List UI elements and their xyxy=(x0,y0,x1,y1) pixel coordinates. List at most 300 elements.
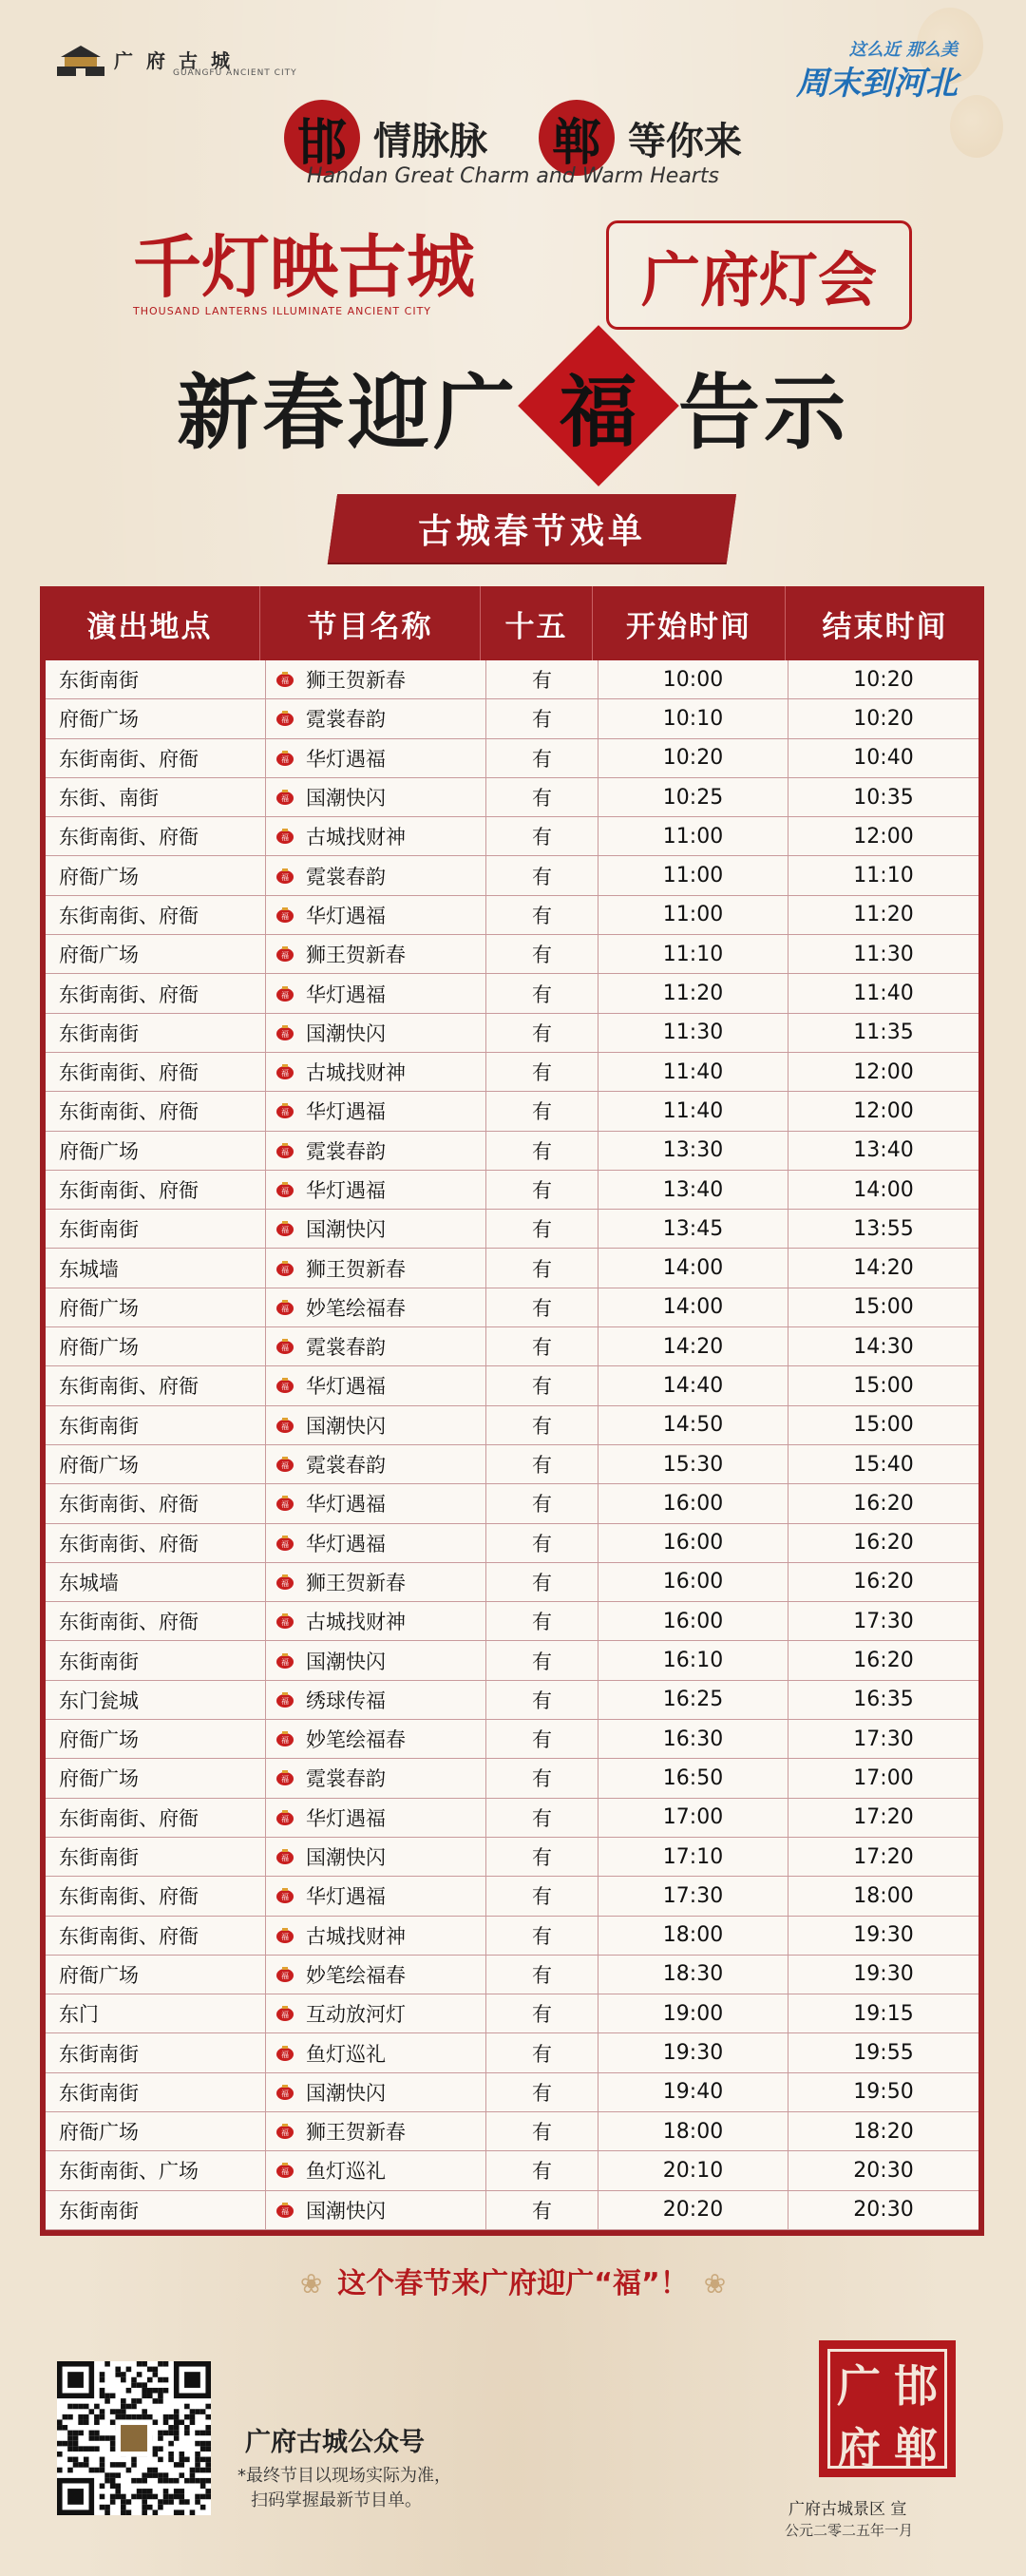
location-cell: 东街南街 xyxy=(46,1838,266,1876)
table-header xyxy=(40,586,984,660)
red-seal-stamp xyxy=(819,2340,956,2477)
lantern-icon xyxy=(276,1417,294,1434)
program-name: 华灯遇福 xyxy=(306,1532,386,1555)
seal-char: 广 xyxy=(837,2360,881,2412)
event-name: 广府灯会 xyxy=(606,220,912,330)
seal-char: 邯 xyxy=(894,2360,938,2412)
location-cell: 府衙广场 xyxy=(46,935,266,973)
location-cell: 东街南街、府衙 xyxy=(46,1917,266,1955)
issue-date: 公元二零二五年一月 xyxy=(785,2522,914,2539)
table-row xyxy=(46,2112,978,2151)
lantern-icon xyxy=(276,2202,294,2219)
start-time-cell: 17:30 xyxy=(598,1877,788,1915)
fifteenth-cell: 有 xyxy=(486,1838,598,1876)
svg-text:福: 福 xyxy=(281,1814,289,1823)
end-time-cell: 10:20 xyxy=(853,667,914,692)
fifteenth-cell: 有 xyxy=(486,739,598,777)
program-name: 国潮快闪 xyxy=(306,1650,386,1673)
location-cell: 东街南街、府衙 xyxy=(46,739,266,777)
program-name: 国潮快闪 xyxy=(306,1218,386,1242)
program-name: 霓裳春韵 xyxy=(306,1454,386,1478)
svg-text:福: 福 xyxy=(281,1775,289,1784)
location-cell: 东门 xyxy=(46,1994,266,2032)
location-cell: 东街南街 xyxy=(46,2033,266,2071)
svg-text:福: 福 xyxy=(281,2089,289,2098)
program-cell xyxy=(266,856,486,894)
hebei-tourism-logo xyxy=(796,36,958,104)
start-time-cell: 16:10 xyxy=(598,1641,788,1679)
table-row xyxy=(46,778,978,817)
fifteenth-cell: 有 xyxy=(486,856,598,894)
program-name: 华灯遇福 xyxy=(306,904,386,927)
start-time-cell: 20:10 xyxy=(598,2151,788,2189)
program-cell xyxy=(266,1092,486,1130)
lantern-icon xyxy=(276,2084,294,2101)
svg-text:福: 福 xyxy=(281,1539,289,1549)
svg-text:福: 福 xyxy=(281,1500,289,1510)
end-time-cell: 10:20 xyxy=(853,706,914,731)
lantern-icon xyxy=(276,1652,294,1670)
table-row xyxy=(46,2033,978,2072)
start-time-cell: 14:40 xyxy=(598,1366,788,1404)
end-time-cell: 17:20 xyxy=(853,1844,914,1869)
start-time-cell: 16:00 xyxy=(598,1563,788,1601)
table-row xyxy=(46,1014,978,1053)
fifteenth-cell: 有 xyxy=(486,2033,598,2071)
hebei-tagline: 这么近 那么美 xyxy=(848,40,958,60)
program-cell xyxy=(266,1210,486,1248)
program-name: 古城找财神 xyxy=(306,1611,406,1634)
svg-text:福: 福 xyxy=(281,1893,289,1902)
fifteenth-cell: 有 xyxy=(486,896,598,934)
program-cell xyxy=(266,1484,486,1522)
program-cell xyxy=(266,1524,486,1562)
table-row xyxy=(46,935,978,974)
lantern-icon xyxy=(276,1927,294,1944)
program-name: 绣球传福 xyxy=(306,1689,386,1712)
end-time-cell: 15:00 xyxy=(853,1295,914,1320)
end-time-cell: 10:35 xyxy=(853,785,914,810)
end-time-cell: 15:00 xyxy=(853,1413,914,1438)
program-name: 华灯遇福 xyxy=(306,1493,386,1517)
program-cell xyxy=(266,1563,486,1601)
start-time-cell: 13:40 xyxy=(598,1171,788,1209)
table-row xyxy=(46,2191,978,2230)
program-name: 霓裳春韵 xyxy=(306,708,386,732)
table-body xyxy=(46,660,978,2230)
location-cell: 东街南街 xyxy=(46,1210,266,1248)
start-time-cell: 13:45 xyxy=(598,1210,788,1248)
start-time-cell: 10:20 xyxy=(598,739,788,777)
table-row xyxy=(46,1132,978,1171)
svg-text:福: 福 xyxy=(281,1657,289,1667)
location-cell: 府衙广场 xyxy=(46,1327,266,1365)
program-cell xyxy=(266,660,486,698)
svg-text:福: 福 xyxy=(281,990,289,1000)
program-cell xyxy=(266,935,486,973)
program-name: 鱼灯巡礼 xyxy=(306,2160,386,2184)
location-cell: 东街南街、府衙 xyxy=(46,1602,266,1640)
svg-text:福: 福 xyxy=(281,2206,289,2216)
lantern-icon xyxy=(276,1612,294,1630)
fifteenth-cell: 有 xyxy=(486,1877,598,1915)
program-cell xyxy=(266,1838,486,1876)
header-start-time: 开始时间 xyxy=(593,586,786,660)
lantern-icon xyxy=(276,985,294,1002)
fifteenth-cell: 有 xyxy=(486,1053,598,1091)
svg-text:福: 福 xyxy=(281,1147,289,1156)
fifteenth-cell: 有 xyxy=(486,1759,598,1797)
lantern-icon xyxy=(276,1142,294,1159)
lantern-icon xyxy=(276,2123,294,2140)
start-time-cell: 10:25 xyxy=(598,778,788,816)
start-time-cell: 15:30 xyxy=(598,1445,788,1483)
table-row xyxy=(46,1681,978,1720)
end-time-cell: 19:15 xyxy=(853,2001,914,2026)
program-name: 霓裳春韵 xyxy=(306,1336,386,1360)
event-title-english: THOUSAND LANTERNS ILLUMINATE ANCIENT CITY xyxy=(133,305,432,317)
lantern-icon xyxy=(276,828,294,845)
start-time-cell: 18:30 xyxy=(598,1956,788,1994)
start-time-cell: 18:00 xyxy=(598,2112,788,2150)
table-row xyxy=(46,1484,978,1523)
end-time-cell: 16:20 xyxy=(853,1649,914,1673)
start-time-cell: 18:00 xyxy=(598,1917,788,1955)
table-row xyxy=(46,1092,978,1131)
fifteenth-cell: 有 xyxy=(486,974,598,1012)
start-time-cell: 16:25 xyxy=(598,1681,788,1719)
location-cell: 东城墙 xyxy=(46,1563,266,1601)
start-time-cell: 11:00 xyxy=(598,896,788,934)
location-cell: 东街南街、府衙 xyxy=(46,1877,266,1915)
slogan-text-1: 情脉脉 xyxy=(373,119,487,163)
lantern-icon xyxy=(276,2045,294,2062)
svg-text:福: 福 xyxy=(281,833,289,843)
program-name: 华灯遇福 xyxy=(306,1179,386,1202)
lantern-icon xyxy=(276,1535,294,1552)
table-row xyxy=(46,1288,978,1327)
svg-text:福: 福 xyxy=(281,1932,289,1941)
program-cell xyxy=(266,1171,486,1209)
start-time-cell: 11:00 xyxy=(598,817,788,855)
event-title: 千灯映古城 xyxy=(133,226,476,307)
end-time-cell: 14:30 xyxy=(853,1334,914,1359)
cloud-ornament-icon: ❀ xyxy=(299,2268,323,2299)
end-time-cell: 20:30 xyxy=(853,2158,914,2183)
end-time-cell: 17:30 xyxy=(853,1727,914,1751)
table-row xyxy=(46,1917,978,1956)
program-name: 狮王贺新春 xyxy=(306,1571,406,1594)
program-cell xyxy=(266,1288,486,1326)
svg-text:福: 福 xyxy=(281,677,289,686)
program-name: 古城找财神 xyxy=(306,826,406,849)
program-name: 华灯遇福 xyxy=(306,1885,386,1909)
location-cell: 东街南街、府衙 xyxy=(46,1799,266,1837)
lantern-icon xyxy=(276,906,294,924)
location-cell: 东街南街、府衙 xyxy=(46,1484,266,1522)
location-cell: 东街南街 xyxy=(46,1014,266,1052)
note-line-1: *最终节目以现场实际为准， xyxy=(238,2466,451,2486)
end-time-cell: 15:00 xyxy=(853,1373,914,1398)
end-time-cell: 18:00 xyxy=(853,1883,914,1908)
program-name: 国潮快闪 xyxy=(306,1021,386,1045)
table-row xyxy=(46,1759,978,1798)
start-time-cell: 14:00 xyxy=(598,1249,788,1287)
fifteenth-cell: 有 xyxy=(486,1641,598,1679)
fifteenth-cell: 有 xyxy=(486,778,598,816)
start-time-cell: 16:50 xyxy=(598,1759,788,1797)
table-row xyxy=(46,974,978,1013)
issuer: 广府古城景区 宣 xyxy=(788,2500,907,2519)
program-cell xyxy=(266,2073,486,2111)
location-cell: 府衙广场 xyxy=(46,1720,266,1758)
end-time-cell: 13:40 xyxy=(853,1138,914,1163)
start-time-cell: 19:40 xyxy=(598,2073,788,2111)
table-row xyxy=(46,2151,978,2190)
program-name: 古城找财神 xyxy=(306,1061,406,1085)
program-cell xyxy=(266,1917,486,1955)
program-cell xyxy=(266,2151,486,2189)
schedule-note xyxy=(238,2464,451,2513)
svg-text:福: 福 xyxy=(281,951,289,961)
lantern-icon xyxy=(276,1338,294,1355)
location-cell: 府衙广场 xyxy=(46,1759,266,1797)
svg-text:福: 福 xyxy=(281,1971,289,1980)
end-time-cell: 11:10 xyxy=(853,864,914,888)
location-cell: 府衙广场 xyxy=(46,1956,266,1994)
lantern-icon xyxy=(276,1887,294,1904)
header-program: 节目名称 xyxy=(260,586,481,660)
svg-text:福: 福 xyxy=(281,1187,289,1195)
start-time-cell: 17:00 xyxy=(598,1799,788,1837)
program-name: 霓裳春韵 xyxy=(306,865,386,888)
lantern-icon xyxy=(276,1730,294,1747)
end-time-cell: 17:30 xyxy=(853,1609,914,1633)
lantern-icon xyxy=(276,1456,294,1473)
official-account-label: 广府古城公众号 xyxy=(245,2428,425,2457)
table-row xyxy=(46,1838,978,1877)
header-fifteenth: 十五 xyxy=(481,586,593,660)
lantern-icon xyxy=(276,710,294,727)
program-name: 国潮快闪 xyxy=(306,1846,386,1870)
svg-text:福: 福 xyxy=(281,872,289,882)
lantern-icon xyxy=(276,1848,294,1865)
program-cell xyxy=(266,1327,486,1365)
program-name: 华灯遇福 xyxy=(306,1100,386,1124)
svg-text:福: 福 xyxy=(281,1461,289,1471)
table-row xyxy=(46,699,978,738)
table-row xyxy=(46,1563,978,1602)
svg-text:福: 福 xyxy=(281,794,289,804)
lantern-icon xyxy=(276,1220,294,1237)
program-cell xyxy=(266,1053,486,1091)
header-end-time: 结束时间 xyxy=(822,609,948,644)
program-cell xyxy=(266,1681,486,1719)
svg-text:福: 福 xyxy=(281,1069,289,1078)
program-name: 鱼灯巡礼 xyxy=(306,2042,386,2066)
program-cell xyxy=(266,1956,486,1994)
program-cell xyxy=(266,974,486,1012)
table-row xyxy=(46,660,978,699)
start-time-cell: 11:30 xyxy=(598,1014,788,1052)
fifteenth-cell: 有 xyxy=(486,1366,598,1404)
fu-diamond: 福 xyxy=(518,325,679,487)
program-cell xyxy=(266,1445,486,1483)
fifteenth-cell: 有 xyxy=(486,1563,598,1601)
table-row xyxy=(46,1994,978,2033)
svg-text:福: 福 xyxy=(281,2050,289,2059)
start-time-cell: 11:10 xyxy=(598,935,788,973)
svg-text:福: 福 xyxy=(281,1265,289,1274)
fifteenth-cell: 有 xyxy=(486,660,598,698)
location-cell: 东门瓮城 xyxy=(46,1681,266,1719)
location-cell: 东街南街 xyxy=(46,2191,266,2229)
program-cell xyxy=(266,1249,486,1287)
location-cell: 府衙广场 xyxy=(46,699,266,737)
program-cell xyxy=(266,699,486,737)
fifteenth-cell: 有 xyxy=(486,1171,598,1209)
fifteenth-cell: 有 xyxy=(486,1994,598,2032)
program-cell xyxy=(266,1994,486,2032)
handan-slogan xyxy=(0,100,1026,188)
location-cell: 东街南街、府衙 xyxy=(46,1524,266,1562)
location-cell: 东街南街 xyxy=(46,660,266,698)
lantern-icon xyxy=(276,1691,294,1708)
lantern-icon xyxy=(276,1966,294,1983)
table-row xyxy=(46,1602,978,1641)
svg-text:福: 福 xyxy=(281,1618,289,1628)
event-title-block xyxy=(133,226,476,317)
lantern-icon xyxy=(276,868,294,885)
program-name: 国潮快闪 xyxy=(306,787,386,811)
location-cell: 府衙广场 xyxy=(46,2112,266,2150)
lantern-icon xyxy=(276,1377,294,1394)
program-cell xyxy=(266,739,486,777)
table-row xyxy=(46,1210,978,1249)
program-name: 妙笔绘福春 xyxy=(306,1963,406,1987)
program-cell xyxy=(266,1799,486,1837)
end-time-cell: 16:20 xyxy=(853,1491,914,1516)
table-row xyxy=(46,1406,978,1445)
program-name: 国潮快闪 xyxy=(306,2081,386,2105)
fifteenth-cell: 有 xyxy=(486,1092,598,1130)
program-cell xyxy=(266,1720,486,1758)
start-time-cell: 11:40 xyxy=(598,1092,788,1130)
program-cell xyxy=(266,1641,486,1679)
fifteenth-cell: 有 xyxy=(486,1288,598,1326)
fifteenth-cell: 有 xyxy=(486,1524,598,1562)
location-cell: 东街南街、府衙 xyxy=(46,1366,266,1404)
svg-text:福: 福 xyxy=(281,1226,289,1235)
fifteenth-cell: 有 xyxy=(486,699,598,737)
lantern-icon xyxy=(276,945,294,963)
end-time-cell: 19:50 xyxy=(853,2080,914,2105)
program-name: 狮王贺新春 xyxy=(306,669,406,693)
table-row xyxy=(46,1249,978,1288)
start-time-cell: 14:20 xyxy=(598,1327,788,1365)
fifteenth-cell: 有 xyxy=(486,2151,598,2189)
lantern-icon xyxy=(276,1102,294,1119)
lantern-icon xyxy=(276,789,294,806)
program-cell xyxy=(266,2033,486,2071)
handan-seal-1: 邯 xyxy=(284,100,360,176)
end-time-cell: 19:30 xyxy=(853,1923,914,1948)
program-cell xyxy=(266,2112,486,2150)
table-row xyxy=(46,817,978,856)
fifteenth-cell: 有 xyxy=(486,935,598,973)
fifteenth-cell: 有 xyxy=(486,2191,598,2229)
qr-code[interactable] xyxy=(57,2361,211,2515)
table-row xyxy=(46,1720,978,1759)
location-cell: 东城墙 xyxy=(46,1249,266,1287)
end-time-cell: 12:00 xyxy=(853,1098,914,1123)
location-cell: 府衙广场 xyxy=(46,1132,266,1170)
svg-text:福: 福 xyxy=(281,1854,289,1863)
end-time-cell: 14:00 xyxy=(853,1177,914,1202)
fifteenth-cell: 有 xyxy=(486,1956,598,1994)
program-name: 狮王贺新春 xyxy=(306,944,406,967)
svg-text:福: 福 xyxy=(281,2011,289,2020)
lantern-icon xyxy=(276,2162,294,2179)
lantern-icon xyxy=(276,2005,294,2022)
program-cell xyxy=(266,1602,486,1640)
end-time-cell: 17:20 xyxy=(853,1805,914,1830)
end-time-cell: 10:40 xyxy=(853,746,914,771)
end-time-cell: 15:40 xyxy=(853,1452,914,1477)
location-cell: 东街南街、广场 xyxy=(46,2151,266,2189)
headline-text-a: 新春迎广 xyxy=(177,365,519,461)
start-time-cell: 19:30 xyxy=(598,2033,788,2071)
headline xyxy=(0,347,1026,465)
start-time-cell: 20:20 xyxy=(598,2191,788,2229)
end-time-cell: 12:00 xyxy=(853,1059,914,1084)
table-row xyxy=(46,739,978,778)
program-name: 华灯遇福 xyxy=(306,1806,386,1830)
svg-text:福: 福 xyxy=(281,1736,289,1746)
table-row xyxy=(46,896,978,935)
program-cell xyxy=(266,1877,486,1915)
location-cell: 东街、南街 xyxy=(46,778,266,816)
fifteenth-cell: 有 xyxy=(486,1445,598,1483)
seal-char: 府 xyxy=(837,2423,881,2474)
header-location: 演出地点 xyxy=(40,586,260,660)
program-cell xyxy=(266,817,486,855)
program-name: 妙笔绘福春 xyxy=(306,1728,406,1752)
fifteenth-cell: 有 xyxy=(486,1014,598,1052)
program-name: 霓裳春韵 xyxy=(306,1139,386,1163)
program-cell xyxy=(266,896,486,934)
location-cell: 东街南街、府衙 xyxy=(46,1092,266,1130)
svg-text:福: 福 xyxy=(281,1422,289,1431)
start-time-cell: 10:10 xyxy=(598,699,788,737)
fifteenth-cell: 有 xyxy=(486,1132,598,1170)
start-time-cell: 11:00 xyxy=(598,856,788,894)
slogan-english: Handan Great Charm and Warm Hearts xyxy=(307,164,719,188)
program-cell xyxy=(266,1366,486,1404)
program-cell xyxy=(266,1759,486,1797)
start-time-cell: 11:20 xyxy=(598,974,788,1012)
table-row xyxy=(46,1445,978,1484)
location-cell: 东街南街 xyxy=(46,2073,266,2111)
start-time-cell: 13:30 xyxy=(598,1132,788,1170)
svg-text:福: 福 xyxy=(281,1344,289,1353)
end-time-cell: 18:20 xyxy=(853,2119,914,2144)
svg-text:福: 福 xyxy=(281,2128,289,2138)
svg-text:福: 福 xyxy=(281,1108,289,1117)
table-row xyxy=(46,1877,978,1916)
schedule-table xyxy=(40,586,984,2236)
slogan-text-2: 等你来 xyxy=(628,119,742,163)
